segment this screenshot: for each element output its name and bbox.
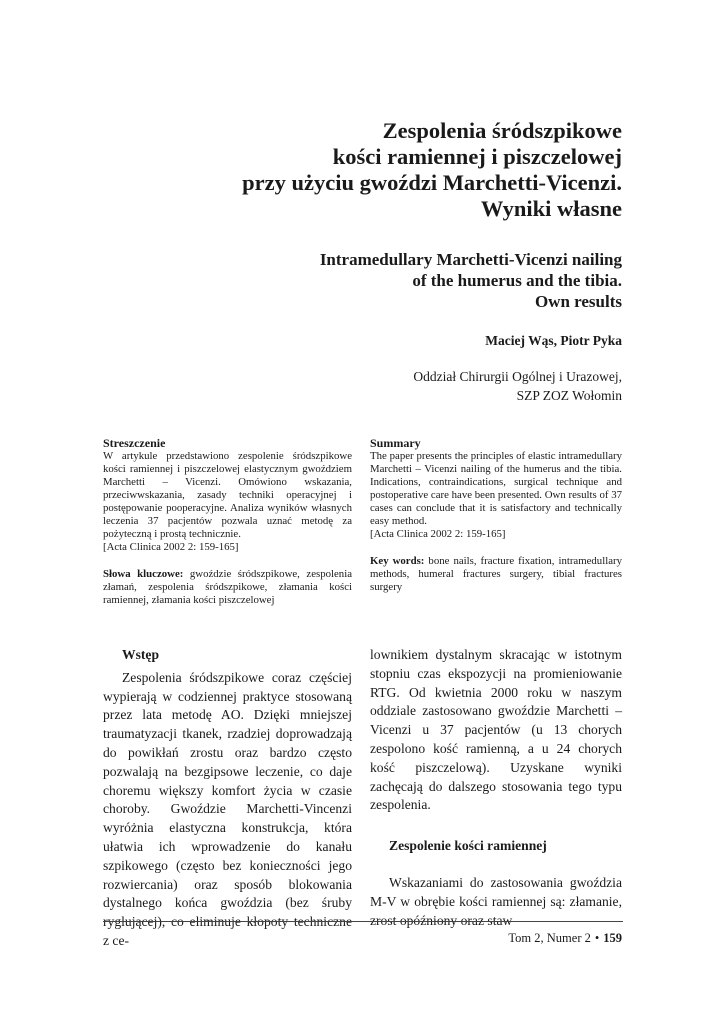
affiliation-line-1: Oddział Chirurgii Ogólnej i Urazowej,	[413, 369, 622, 384]
title-polish-line-1: Zespolenia śródszpikowe	[382, 118, 622, 143]
body-column-left	[103, 646, 352, 951]
affiliation-line-2: SZP ZOZ Wołomin	[516, 388, 622, 403]
title-english-line-2: of the humerus and the tibia.	[412, 271, 622, 290]
abstract-english-text: The paper presents the principles of elastic intramedullary Marchetti – Vicenzi nailing of the humerus and the tibia. Indications, contraindications, surgical technique and postoperative care have been presented. Own results of 37 cases can conclude that it is satisfactory and technically easy method.	[370, 450, 622, 527]
keywords-english-list: bone nails, fracture fixation, intramedullary methods, humeral fractures surgery, tibial fractures surgery	[370, 555, 622, 593]
footer-divider	[103, 921, 623, 922]
page-number: 159	[603, 931, 622, 945]
keywords-polish	[103, 568, 352, 607]
keywords-polish-list: gwoździe śródszpikowe, zespolenia złamań, zespolenia śródszpikowe, złamania kości ramiennej, złamania kości piszczelowej	[103, 568, 352, 606]
affiliation	[413, 367, 622, 405]
abstract-english-heading: Summary	[370, 436, 421, 450]
journal-issue: Tom 2, Numer 2	[508, 931, 591, 945]
authors: Maciej Wąs, Piotr Pyka	[485, 333, 622, 348]
body-column-right	[370, 646, 622, 930]
abstract-english	[370, 437, 622, 594]
keywords-english	[370, 555, 622, 594]
title-polish-line-4: Wyniki własne	[480, 196, 622, 221]
abstract-english-citation: [Acta Clinica 2002 2: 159-165]	[370, 528, 506, 540]
title-polish-line-2: kości ramiennej i piszczelowej	[332, 144, 622, 169]
title-english-line-3: Own results	[534, 292, 622, 311]
abstract-polish	[103, 437, 352, 607]
keywords-polish-label: Słowa kluczowe:	[103, 568, 184, 580]
article-title-block	[242, 118, 622, 312]
title-polish-line-3: przy użyciu gwoździ Marchetti-Vicenzi.	[242, 170, 622, 195]
keywords-english-label: Key words:	[370, 555, 425, 567]
intro-paragraph-1: Zespolenia śródszpikowe coraz częściej wypierają w codziennej praktyce stosowaną przez lata metodę AO. Dzięki mniejszej traumatyzacji tkanek, rzadziej doprowadzają do powikłań zrostu oraz bardzo często pozwalają na bezgipsowe leczenie, co daje choremu większy komfort życia w czasie choroby. Gwoździe Marchetti-Vincenzi wyróżnia elastyczna konstrukcja, która ułatwia ich wprowadzenie do kanału szpikowego (często bez konieczności jego rozwiercania) oraz sposób blokowania dystalnego końca gwoździa (bez śruby ryglującej), co eliminuje kłopoty techniczne z ce-	[103, 669, 352, 948]
abstract-polish-heading: Streszczenie	[103, 436, 166, 450]
humerus-paragraph-1: Wskazaniami do zastosowania gwoździa M-V w obrębie kości ramiennej są: złamanie, zrost opóźniony oraz staw	[370, 874, 622, 928]
page-footer	[508, 931, 622, 946]
section-heading-humerus: Zespolenie kości ramiennej	[389, 838, 547, 854]
abstract-polish-text: W artykule przedstawiono zespolenie śródszpikowe kości ramiennej i piszczelowej elastycznym gwoździem Marchetti – Vicenzi. Omówiono wskazania, przeciwwskazania, zasady techniki operacyjnej i postępowanie pooperacyjne. Analiza wyników własnych leczenia 37 pacjentów pozwala uznać metodę za pożyteczną i prostą technicznie.	[103, 450, 352, 540]
title-english-line-1: Intramedullary Marchetti-Vicenzi nailing	[319, 250, 622, 269]
abstract-polish-citation: [Acta Clinica 2002 2: 159-165]	[103, 541, 239, 553]
intro-paragraph-continued: lownikiem dystalnym skracając w istotnym stopniu czas ekspozycji na promieniowanie RTG. Od kwietnia 2000 roku w naszym oddziale zastosowano gwoździe Marchetti – Vicenzi u 37 pacjentów (u 13 chorych zespolono kość ramienną, a u 24 chorych kość piszczelową). Uzyskane wyniki zachęcają do dalszego stosowania tego typu zespolenia.	[370, 647, 622, 813]
footer-bullet: •	[594, 931, 600, 945]
section-heading-intro: Wstęp	[122, 647, 160, 662]
title-english	[242, 249, 622, 312]
